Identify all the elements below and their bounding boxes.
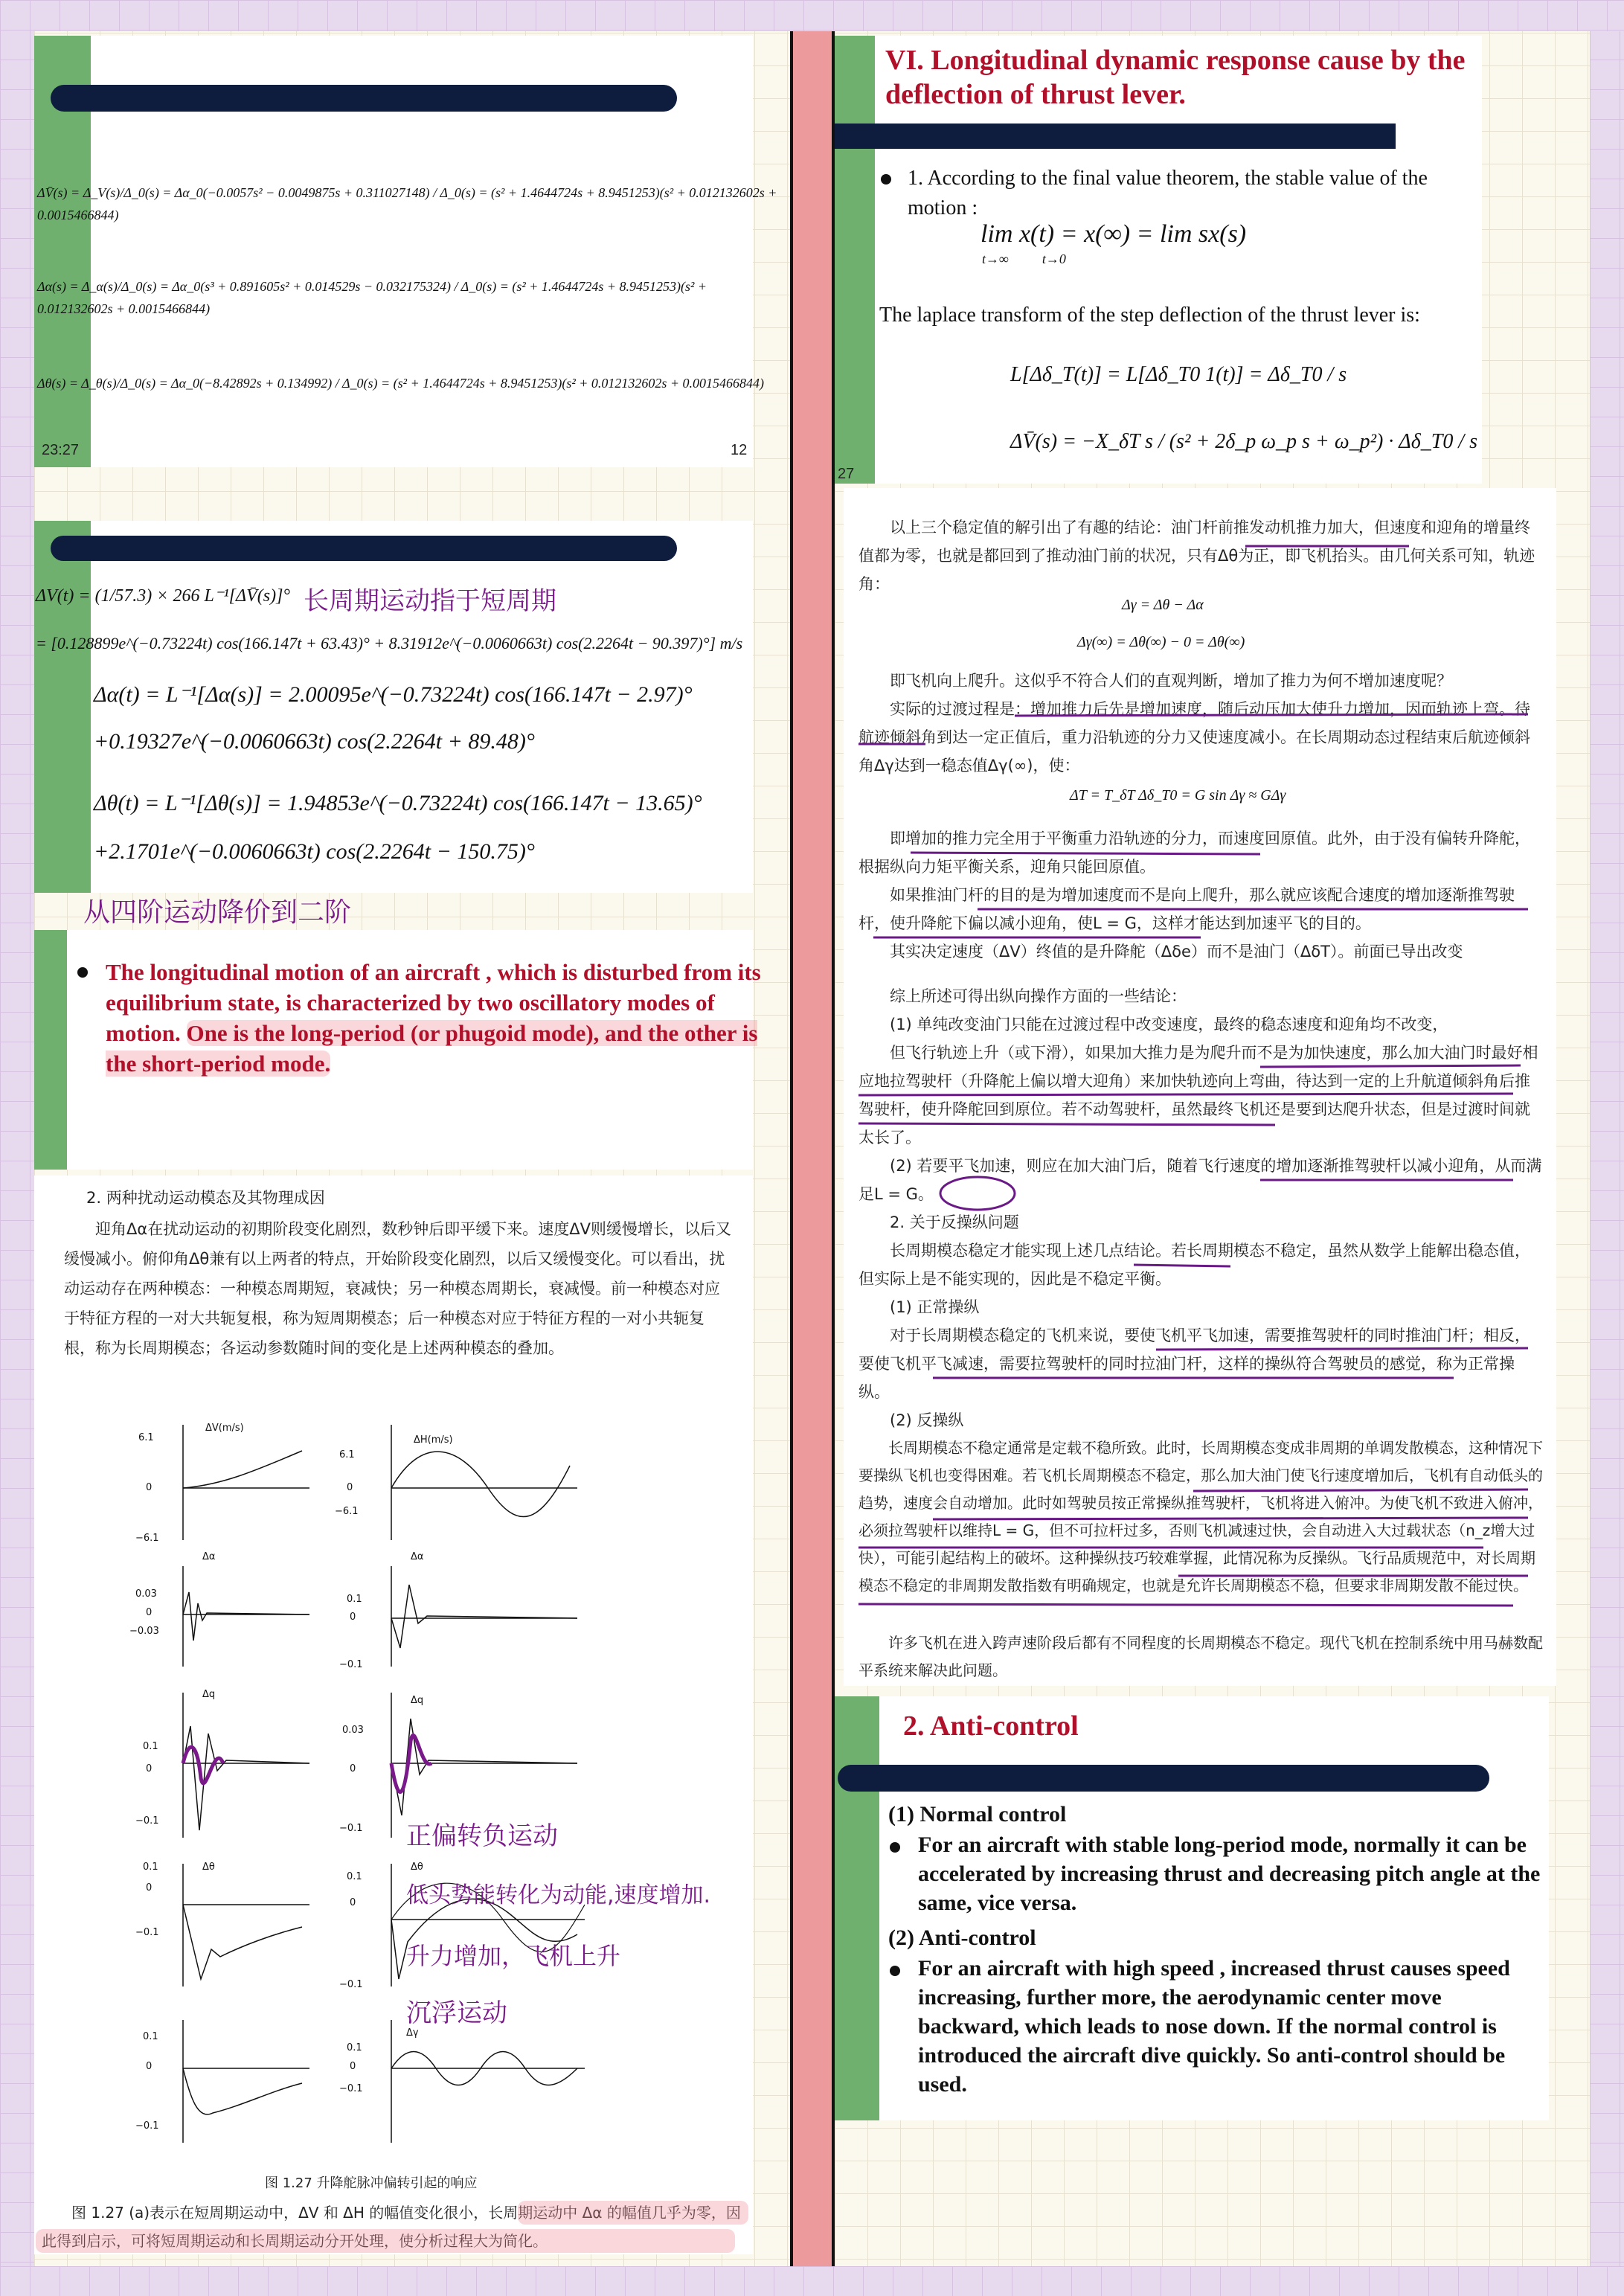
cn-stability-text: 长周期模态稳定才能实现上述几点结论。若长周期模态不稳定，虽然从数学上能解出稳态值，但实际上是不能实现的，因此是不稳定平衡。	[858, 1242, 1530, 1288]
plot-dv-label: ΔV(m/s)	[205, 1423, 244, 1434]
anti-control-title: 2. Anti-control	[903, 1710, 1079, 1742]
anti-control-slide	[835, 1696, 1549, 2120]
plot-dh-tick-bot: −6.1	[335, 1506, 359, 1517]
plot-dtheta-a-tick-mid: 0	[146, 1882, 153, 1893]
chinese-text-block	[844, 488, 1556, 1686]
dtheta-time-eq-1: Δθ(t) = L⁻¹[Δθ(s)] = 1.94853e^(−0.73224t) cos(166.147t − 13.65)°	[94, 791, 702, 815]
plot-dq-a-label: Δq	[202, 1689, 216, 1700]
plot-dh-label: ΔH(m/s)	[414, 1434, 453, 1446]
plot-dgamma-a-tick-top: 0.1	[143, 2031, 158, 2042]
slide-green-bar	[34, 930, 67, 1170]
modes-bullet-part-2-highlight: One is the long-period (or phugoid mode), and the other is the short-period mode.	[106, 1020, 758, 1077]
slide-title-bar	[51, 536, 677, 561]
cn-summary-1-detail: 但飞行轨迹上升（或下滑），如果加大推力是为爬升而不是为加快速度，那么加大油门时最好相应地拉驾驶杆（升降舵上偏以增大迎角）来加快轨迹向上弯曲，待达到一定的上升航道倾斜角后推驾驶杆，使升降舵回到原位。若不动驾驶杆，虽然最终飞机还是要到达爬升状态，但是过渡时间就太长了。	[858, 1044, 1538, 1147]
slide-green-bar	[835, 36, 875, 484]
plot-dalpha-b-tick-top: 0.1	[347, 1594, 362, 1605]
dv-time-eq-2: = [0.128899e^(−0.73224t) cos(166.147t + 63.43)° + 8.31912e^(−0.0060663t) cos(2.2264t − 90.397)°] m/s	[36, 634, 743, 652]
slide-title-bar	[838, 1765, 1489, 1792]
plot-dgamma-b-tick-top: 0.1	[347, 2042, 362, 2053]
plot-dgamma-a	[183, 2020, 309, 2143]
velocity-response-equation: ΔV̄(s) = −X_δT s / (s² + 2δ_p ω_p s + ω_p²) · Δδ_T0 / s	[1010, 430, 1478, 453]
plot-dv	[183, 1425, 309, 1540]
plot-dtheta-a	[183, 1864, 309, 1986]
dv-time-eq-1: ΔV(t) = (1/57.3) × 266 L⁻¹[ΔV̄(s)]°	[36, 586, 290, 606]
plot-dv-tick-mid: 0	[146, 1482, 153, 1493]
plot-dtheta-a-tick-top: 0.1	[143, 1862, 158, 1873]
plot-dtheta-a-label: Δθ	[202, 1862, 215, 1873]
cn-transonic-text: 许多飞机在进入跨声速阶段后都有不同程度的长周期模态不稳定。现代飞机在控制系统中用马赫数配平系统来解决此问题。	[858, 1634, 1543, 1679]
cn-anti-control-heading: 2. 关于反操纵问题	[890, 1213, 1019, 1231]
cn-normal-control-heading: (1) 正常操纵	[890, 1298, 980, 1316]
cn-conclusion-intro: 以上三个稳定值的解引出了有趣的结论：油门杆前推发动机推力加大，但速度和迎角的增量终值都为零，也就是都回到了推动油门前的状况，只有Δθ为正，即飞机抬头。由几何关系可知，轨迹角：	[858, 519, 1535, 593]
handwritten-note-energy: 低头势能转化为动能,速度增加.	[406, 1882, 711, 1908]
transfer-function-slide	[34, 36, 777, 467]
handwritten-note-lift: 升力增加，飞机上升	[406, 1942, 621, 1970]
slide-title-bar	[835, 124, 1396, 149]
dtheta-time-eq-2: +2.1701e^(−0.0060663t) cos(2.2264t − 150.75)°	[94, 839, 535, 864]
figure-note-highlight	[518, 2201, 748, 2225]
tf-delta-theta: Δθ(s) = Δ_θ(s)/Δ_0(s) = Δα_0(−8.42892s + 0.134992) / Δ_0(s) = (s² + 1.4644724s + 8.9451253)(s² + 0.012132602s + 0.0015466844)	[37, 376, 765, 391]
right-margin-strip	[1590, 0, 1624, 2296]
cn-transition-text: 实际的过渡过程是：增加推力后先是增加速度，随后动压加大使升力增加，因而轨迹上弯。待航迹倾斜角到达一定正值后，重力沿轨迹的分力又使速度减小。在长周期动态过程结束后航迹倾斜角Δγ达到一稳态值Δγ(∞)，使：	[858, 700, 1530, 775]
bullet-dot	[77, 967, 88, 978]
dalpha-time-eq-2: +0.19327e^(−0.0060663t) cos(2.2264t + 89.48)°	[94, 729, 535, 754]
plot-dtheta-a-tick-bot: −0.1	[135, 1927, 159, 1938]
cn-reverse-control-text: 长周期模态不稳定通常是定载不稳所致。此时，长周期模态变成非周期的单调发散模态，这种情况下要操纵飞机也变得困难。若飞机长周期模态不稳定，那么加大油门使飞行速度增加后，飞机有自动低头的趋势，速度会自动增加。此时如驾驶员按正常操纵推驾驶杆，飞机将进入俯冲。为使飞机不致进入俯冲，必须拉驾驶杆以维持L = G，但不可拉杆过多，否则飞机减速过快，会自动进入大过载状态（n_z增大过快），可能引起结构上的破坏。这种操纵技巧较难掌握，此情况称为反操纵。飞行品质规范中，对长周期模态不稳定的非周期发散指数有明确规定，也就是允许长周期模态不稳，但要求非周期发散不能过快。	[858, 1439, 1543, 1594]
handwritten-note-order-reduction: 从四阶运动降价到二阶	[83, 897, 352, 928]
tf-delta-alpha: Δα(s) = Δ_α(s)/Δ_0(s) = Δα_0(s³ + 0.891605s² + 0.014529s − 0.032175324) / Δ_0(s) = (s² + 1.4644724s + 8.9451253)(s² + 0.012132602s + 0.0015466844)	[37, 279, 707, 316]
figure-note: 图 1.27 (a)表示在短周期运动中，ΔV 和 ΔH 的幅值变化很小，长周期运动中 Δα 的幅值几乎为零，因此得到启示，可将短周期运动和长周期运动分开处理，使分析过程大为简化。	[42, 2204, 741, 2250]
plot-dh-tick-top: 6.1	[339, 1449, 355, 1460]
plot-dtheta-b-tick-top: 0.1	[347, 1871, 362, 1882]
cn-eq-gamma: Δγ = Δθ − Δα	[1122, 597, 1204, 613]
final-value-theorem-text: 1. According to the final value theorem, the stable value of the motion :	[908, 167, 1428, 219]
plot-dgamma-a-tick-mid: 0	[146, 2061, 153, 2072]
laplace-text: The laplace transform of the step deflection of the thrust lever is:	[879, 304, 1420, 327]
plot-dq-a	[183, 1693, 309, 1838]
handwritten-note-positive-deflection: 正偏转负运动	[406, 1821, 558, 1851]
handwritten-note-phugoid: 沉浮运动	[406, 1998, 507, 2028]
plot-dv-tick-top: 6.1	[138, 1432, 154, 1443]
plot-dv-tick-bot: −6.1	[135, 1533, 159, 1544]
anti-control-text: For an aircraft with high speed , increased thrust causes speed increasing, further more, the aerodynamic center move backward, which leads to nose down. If the normal control is introduced the aircraft dive quickly. So anti-control should be used.	[918, 1956, 1510, 2097]
cn-reverse-control-heading: (2) 反操纵	[890, 1411, 964, 1429]
cn-normal-control-text: 对于长周期模态稳定的飞机来说，要使飞机平飞加速，需要推驾驶杆的同时推油门杆；相反，要使飞机平飞减速，需要拉驾驶杆的同时拉油门杆，这样的操纵符合驾驶员的感觉，称为正常操纵。	[858, 1327, 1530, 1401]
plot-dalpha-a-tick-mid: 0	[146, 1607, 153, 1618]
modes-bullet-part-1: The longitudinal motion of an aircraft , which is disturbed from its equilibrium state, is characterized by two oscillatory modes of motion.	[106, 959, 761, 1046]
figure-note-highlight-2	[36, 2229, 735, 2253]
normal-control-heading: (1) Normal control	[888, 1802, 1067, 1827]
slide-title: VI. Longitudinal dynamic response cause by the deflection of thrust lever.	[885, 45, 1466, 110]
plot-dq-a-tick-top: 0.1	[143, 1741, 158, 1752]
cn-summary-1: (1) 单纯改变油门只能在过渡过程中改变速度，最终的稳态速度和迎角均不改变，	[890, 1016, 1448, 1033]
cn-climb-text: 即飞机向上爬升。这似乎不符合人们的直观判断，增加了推力为何不增加速度呢？	[890, 672, 1452, 690]
anti-control-heading: (2) Anti-control	[888, 1925, 1036, 1950]
plot-dalpha-b-tick-mid: 0	[350, 1612, 356, 1623]
time-domain-slide	[34, 521, 753, 893]
plot-dq-b-tick-mid: 0	[350, 1763, 356, 1774]
plot-dalpha-b	[391, 1566, 577, 1667]
slide-title-bar	[51, 85, 677, 112]
cn-summary-intro: 综上所述可得出纵向操作方面的一些结论：	[890, 987, 1187, 1005]
plot-dq-b-tick-bot: −0.1	[339, 1823, 363, 1834]
center-red-band	[793, 0, 833, 2296]
plot-dtheta-b-tick-mid: 0	[350, 1897, 356, 1908]
plot-dgamma-b-label: Δγ	[406, 2027, 419, 2039]
slide-page-number: 27	[838, 466, 855, 482]
oscillatory-modes-slide	[34, 930, 761, 1170]
cn-elevator-text: 其实决定速度（ΔV）终值的是升降舵（Δδe）而不是油门（ΔδT）。前面已导出改变	[890, 943, 1463, 961]
slide-green-bar	[835, 1696, 879, 2120]
plot-dalpha-a-tick-bot: −0.03	[129, 1626, 159, 1637]
plot-dtheta-b-label: Δθ	[411, 1862, 423, 1873]
textbook-paragraph: 迎角Δα在扰动运动的初期阶段变化剧烈，数秒钟后即平缓下来。速度ΔV则缓慢增长，以后又缓慢减小。俯仰角Δθ兼有以上两者的特点，开始阶段变化剧烈，以后又缓慢变化。可以看出，扰动运动存在两种模态：一种模态周期短，衰减快；另一种模态周期长，衰减慢。前一种模态对应于特征方程的一对大共轭复根，称为短周期模态；后一种模态对应于特征方程的一对小共轭复根，称为长周期模态；各运动参数随时间的变化是上述两种模态的叠加。	[64, 1220, 731, 1357]
slide-green-bar	[34, 521, 91, 893]
cn-eq-gamma-inf: Δγ(∞) = Δθ(∞) − 0 = Δθ(∞)	[1077, 634, 1245, 650]
handwritten-note-long-period: 长周期运动指于短周期	[304, 586, 556, 616]
cn-push-stick-text: 如果推油门杆的目的是为增加速度而不是向上爬升，那么就应该配合速度的增加逐渐推驾驶杆，使升降舵下偏以减小迎角，使L = G，这样才能达到加速平飞的目的。	[858, 886, 1515, 932]
plot-dq-b-label: Δq	[411, 1695, 424, 1706]
slide-page-number: 12	[731, 442, 748, 458]
bullet-dot	[881, 174, 891, 185]
plot-dalpha-b-label: Δα	[411, 1551, 424, 1562]
top-strip	[0, 0, 1624, 31]
left-margin-strip	[0, 0, 34, 2296]
laplace-step-equation: L[Δδ_T(t)] = L[Δδ_T0 1(t)] = Δδ_T0 / s	[1010, 363, 1347, 386]
plot-dgamma-b-tick-bot: −0.1	[339, 2083, 363, 2094]
plot-dalpha-a-tick-top: 0.03	[135, 1588, 157, 1600]
thrust-lever-slide	[835, 36, 1482, 484]
bullet-dot	[890, 1966, 900, 1976]
plot-dalpha-a-label: Δα	[202, 1551, 216, 1562]
normal-control-text: For an aircraft with stable long-period mode, normally it can be accelerated by increasing thrust and decreasing pitch angle at the same, vice versa.	[918, 1832, 1541, 1915]
plot-dalpha-a	[183, 1566, 309, 1667]
cn-eq-thrust: ΔT = T_δT Δδ_T0 = G sin Δγ ≈ GΔγ	[1070, 787, 1286, 804]
plot-dh-tick-mid: 0	[347, 1482, 353, 1493]
slide-timestamp: 23:27	[42, 442, 80, 458]
figure-caption: 图 1.27 升降舵脉冲偏转引起的响应	[265, 2175, 478, 2191]
plot-dgamma-a-tick-bot: −0.1	[135, 2120, 159, 2132]
final-value-equation: lim x(t) = x(∞) = lim sx(s)	[981, 220, 1247, 248]
textbook-excerpt	[34, 1176, 753, 2254]
response-plots	[109, 1421, 659, 2180]
bullet-dot	[890, 1842, 900, 1853]
plot-dalpha-b-tick-bot: −0.1	[339, 1659, 363, 1670]
textbook-heading: 2. 两种扰动运动模态及其物理成因	[86, 1189, 325, 1207]
bottom-strip	[0, 2266, 1624, 2296]
tf-delta-v: ΔV̄(s) = Δ_V(s)/Δ_0(s) = Δα_0(−0.0057s² − 0.0049875s + 0.311027148) / Δ_0(s) = (s² + 1.4644724s + 8.9451253)(s² + 0.012132602s + 0.0015466844)	[37, 185, 777, 222]
modes-bullet-text	[106, 957, 775, 1079]
dalpha-time-eq-1: Δα(t) = L⁻¹[Δα(s)] = 2.00095e^(−0.73224t) cos(166.147t − 2.97)°	[94, 682, 693, 707]
plot-dgamma-b-tick-mid: 0	[350, 2061, 356, 2072]
plot-dq-b-tick-top: 0.03	[342, 1725, 364, 1736]
plot-dq-a-tick-mid: 0	[146, 1763, 153, 1774]
plot-dq-a-tick-bot: −0.1	[135, 1815, 159, 1827]
handwritten-underlines	[844, 488, 1556, 1686]
cn-balance-text: 即增加的推力完全用于平衡重力沿轨迹的分力，而速度回原值。此外，由于没有偏转升降舵，根据纵向力矩平衡关系，迎角只能回原值。	[858, 830, 1530, 876]
final-value-equation-limits: t→∞ t→0	[982, 251, 1066, 266]
plot-dgamma-b	[391, 2020, 585, 2143]
cn-summary-2: (2) 若要平飞加速，则应在加大油门后，随着飞行速度的增加逐渐推驾驶杆以减小迎角，从而满足L = G。	[858, 1157, 1542, 1203]
plot-dtheta-b-tick-bot: −0.1	[339, 1979, 363, 1990]
